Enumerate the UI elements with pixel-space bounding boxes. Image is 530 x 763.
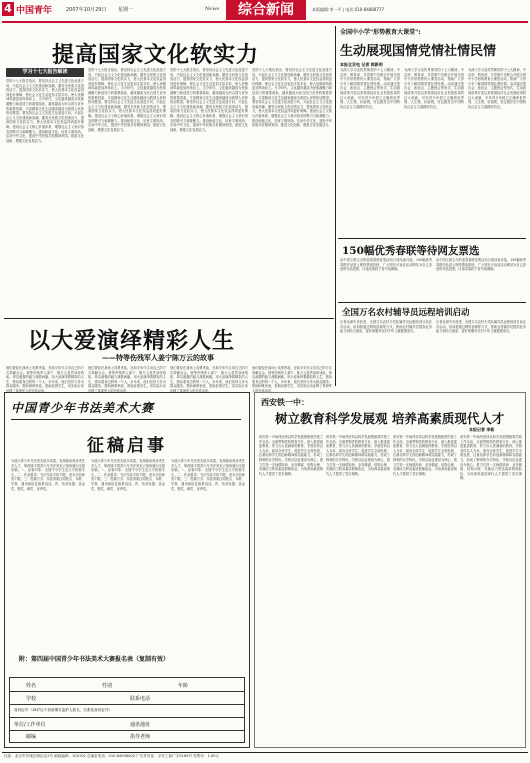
story2-col-4: 他们曾经在战场上英勇杀敌，在和平年代又用自己的方式奉献社会。特等伤残军人姜宁、陈万云虽然身体残疾，却以顽强的毅力战胜病痛，用大爱演绎着精彩的人生，感动着身边的每一个人。多年来，他们坚持义务为群众服务，帮助困难家庭，资助贫困学生，用实际行动诠释了革命军人的崇高品质。	[252, 366, 332, 393]
side-top-title: 生动展现国情党情社情民情	[340, 44, 497, 59]
short1-top-rule	[338, 238, 526, 239]
lead-title: 提高国家文化软实力	[52, 42, 260, 68]
ad-frame	[4, 392, 250, 748]
story2-col-2: 他们曾经在战场上英勇杀敌，在和平年代又用自己的方式奉献社会。特等伤残军人姜宁、陈万云虽然身体残疾，却以顽强的毅力战胜病痛，用大爱演绎着精彩的人生，感动着身边的每一个人。多年来，他们坚持义务为群众服务，帮助困难家庭，资助贫困学生，用实际行动诠释了革命军人的崇高品质。	[88, 366, 166, 393]
story2-col-3: 他们曾经在战场上英勇杀敌，在和平年代又用自己的方式奉献社会。特等伤残军人姜宁、陈万云虽然身体残疾，却以顽强的毅力战胜病痛，用大爱演绎着精彩的人生，感动着身边的每一个人。多年来，他们坚持义务为群众服务，帮助困难家庭，资助贫困学生，用实际行动诠释了革命军人的崇高品质。	[170, 366, 248, 393]
vertical-divider	[335, 26, 336, 386]
ad-col-1: 为展示青少年书法美术创作成果，发现和培养优秀艺术人才，第四届中国青少年书法美术大赛现面向全国征稿。一、参赛对象：全国中小学生及大专院校学生。二、作品要求：书法作品字体不限，美术作品种类不限。三、投稿方式：作品背面注明姓名、年龄、学校、通讯地址及联系电话。四、奖项设置：设金奖、银奖、铜奖、优秀奖。	[11, 459, 85, 491]
page-number: 4	[2, 2, 14, 16]
side-top-col-1: 为深入学习宣传贯彻党的十七大精神，中宣部、教育部、共青团中央联合开展全国中小学形势教育大课堂活动，帮助广大青少年了解国情党情社情民情。活动通过报告会、座谈会、主题班会等形式，生动展现改革开放以来我国经济社会发展取得的巨大成就，引导青少年树立正确的世界观、人生观、价值观，坚定跟党走中国特色社会主义道路的信念。	[340, 68, 400, 109]
masthead-rule	[2, 21, 528, 23]
short2-col-2: 记者从团中央获悉，全国万名农村少先队辅导员远程培训日前正式启动，培训将通过网络视频等方式，帮助农村辅导员提高业务能力和综合素质，更好地服务农村少年儿童健康成长。	[436, 320, 526, 334]
section-title: 综合新闻	[226, 0, 306, 20]
paper-name: 中国青年	[16, 6, 53, 16]
story3-title: 树立教育科学发展观 培养高素质现代人才	[275, 411, 505, 426]
form-label-address: 通讯地址	[130, 722, 151, 728]
ad-form-title: 附：第四届中国青少年书法美术大赛报名表（复制有效）	[19, 656, 170, 663]
story3-col-1: 西安铁一中始终坚持以科学发展观统领学校工作全局，全面贯彻党的教育方针，深入推进素质教育，努力办人民满意的教育。学校坚持以人为本，面向全体学生，促进学生全面发展，注重培养学生的创新精神和实践能力，形成了鲜明的办学特色。学校以队伍建设为核心，着力打造一支师德高尚、业务精湛、结构合理、充满活力的高素质教师队伍，为培养高素质现代人才提供了坚实保障。	[259, 435, 323, 476]
form-row-4	[10, 717, 244, 731]
form-label-gender: 性别	[102, 683, 113, 689]
registration-form	[9, 677, 245, 743]
form-label-school: 学校	[26, 696, 37, 702]
story2-subtitle: ——特等伤残军人姜宁陈万云的故事	[102, 353, 214, 362]
story3-frame	[254, 392, 526, 748]
short1-col-2: 由中国文联主办的迎春春联征集活动日前结束评选，150幅优秀春联作品进入网络票选阶段，广大网友可登录活动网站为自己喜爱的作品投票，评选结果将于春节前揭晓。	[436, 258, 526, 272]
lead-kicker: 学习十七大报告解读	[6, 68, 84, 77]
editor-line: 本版编辑:李一平 | 电话:010-84888777	[312, 7, 385, 12]
story3-kicker: 西安铁一中：	[261, 398, 309, 407]
short2-col-1: 记者从团中央获悉，全国万名农村少先队辅导员远程培训日前正式启动，培训将通过网络视频等方式，帮助农村辅导员提高业务能力和综合素质，更好地服务农村少年儿童健康成长。	[340, 320, 432, 334]
form-row-2	[10, 691, 244, 705]
story3-byline: 本报记者 李新	[469, 427, 495, 432]
side-top-col-3: 为深入学习宣传贯彻党的十七大精神，中宣部、教育部、共青团中央联合开展全国中小学形势教育大课堂活动，帮助广大青少年了解国情党情社情民情。活动通过报告会、座谈会、主题班会等形式，生动展现改革开放以来我国经济社会发展取得的巨大成就，引导青少年树立正确的世界观、人生观、价值观，坚定跟党走中国特色社会主义道路的信念。	[468, 68, 526, 109]
story2-top-rule	[4, 318, 334, 319]
lead-body-col-3: 党的十七大报告指出，要坚持社会主义先进文化前进方向，兴起社会主义文化建设新高潮，激发全民族文化创造活力，提高国家文化软实力，使人民基本文化权益得到更好保障，使社会文化生活更加丰富多彩，使人民精神风貌更加昂扬向上。当今时代，文化越来越成为民族凝聚力和创造力的重要源泉，越来越成为综合国力竞争的重要因素，丰富精神文化生活越来越成为我国人民的热切愿望。要坚持社会主义先进文化前进方向，兴起社会主义文化建设新高潮，激发全民族文化创造活力，提高国家文化软实力，使人民基本文化权益得到更好保障。建设社会主义核心价值体系，增强社会主义意识形态的吸引力和凝聚力。建设和谐文化，培育文明风尚。弘扬中华文化，建设中华民族共有精神家园。推进文化创新，增强文化发展活力。	[170, 68, 248, 132]
short1-title: 150幅优秀春联等待网友票选	[342, 245, 480, 257]
form-label-teacher: 指导老师	[130, 734, 151, 740]
story2-title: 以大爱演绎精彩人生	[28, 328, 236, 354]
side-top-kicker: 全国中小学"形势教育大课堂":	[340, 29, 421, 36]
ad-logo: 中国青少年书法美术大赛	[11, 401, 155, 415]
form-label-name: 姓名	[26, 683, 37, 689]
lead-body-col-2: 党的十七大报告指出，要坚持社会主义先进文化前进方向，兴起社会主义文化建设新高潮，激发全民族文化创造活力，提高国家文化软实力，使人民基本文化权益得到更好保障，使社会文化生活更加丰富多彩，使人民精神风貌更加昂扬向上。当今时代，文化越来越成为民族凝聚力和创造力的重要源泉，越来越成为综合国力竞争的重要因素，丰富精神文化生活越来越成为我国人民的热切愿望。要坚持社会主义先进文化前进方向，兴起社会主义文化建设新高潮，激发全民族文化创造活力，提高国家文化软实力，使人民基本文化权益得到更好保障。建设社会主义核心价值体系，增强社会主义意识形态的吸引力和凝聚力。建设和谐文化，培育文明风尚。弘扬中华文化，建设中华民族共有精神家园。推进文化创新，增强文化发展活力。	[88, 68, 166, 132]
ad-col-2: 为展示青少年书法美术创作成果，发现和培养优秀艺术人才，第四届中国青少年书法美术大赛现面向全国征稿。一、参赛对象：全国中小学生及大专院校学生。二、作品要求：书法作品字体不限，美术作品种类不限。三、投稿方式：作品背面注明姓名、年龄、学校、通讯地址及联系电话。四、奖项设置：设金奖、银奖、铜奖、优秀奖。	[91, 459, 165, 491]
form-label-postcode: 邮编	[26, 734, 37, 740]
form-label-phone: 联系电话	[130, 696, 151, 702]
ad-col-3: 为展示青少年书法美术创作成果，发现和培养优秀艺术人才，第四届中国青少年书法美术大赛现面向全国征稿。一、参赛对象：全国中小学生及大专院校学生。二、作品要求：书法作品字体不限，美术作品种类不限。三、投稿方式：作品背面注明姓名、年龄、学校、通讯地址及联系电话。四、奖项设置：设金奖、银奖、铜奖、优秀奖。	[171, 459, 245, 491]
lead-body-col-4: 党的十七大报告指出，要坚持社会主义先进文化前进方向，兴起社会主义文化建设新高潮，激发全民族文化创造活力，提高国家文化软实力，使人民基本文化权益得到更好保障，使社会文化生活更加丰富多彩，使人民精神风貌更加昂扬向上。当今时代，文化越来越成为民族凝聚力和创造力的重要源泉，越来越成为综合国力竞争的重要因素，丰富精神文化生活越来越成为我国人民的热切愿望。要坚持社会主义先进文化前进方向，兴起社会主义文化建设新高潮，激发全民族文化创造活力，提高国家文化软实力，使人民基本文化权益得到更好保障。建设社会主义核心价值体系，增强社会主义意识形态的吸引力和凝聚力。建设和谐文化，培育文明风尚。弘扬中华文化，建设中华民族共有精神家园。推进文化创新，增强文化发展活力。	[252, 68, 332, 128]
footer-info: 社址：北京市东城区海运仓2号 邮政编码：100702 总编室电话：010-64098000 广告许可证：京东工商广字0169号 零售价：1.00元	[4, 754, 220, 758]
section-en: News	[205, 6, 220, 12]
lead-body-col-1: 党的十七大报告指出，要坚持社会主义先进文化前进方向，兴起社会主义文化建设新高潮，激发全民族文化创造活力，提高国家文化软实力，使人民基本文化权益得到更好保障，使社会文化生活更加丰富多彩，使人民精神风貌更加昂扬向上。当今时代，文化越来越成为民族凝聚力和创造力的重要源泉，越来越成为综合国力竞争的重要因素，丰富精神文化生活越来越成为我国人民的热切愿望。要坚持社会主义先进文化前进方向，兴起社会主义文化建设新高潮，激发全民族文化创造活力，提高国家文化软实力，使人民基本文化权益得到更好保障。建设社会主义核心价值体系，增强社会主义意识形态的吸引力和凝聚力。建设和谐文化，培育文明风尚。弘扬中华文化，建设中华民族共有精神家园。推进文化创新，增强文化发展活力。	[6, 79, 84, 143]
issue-date: 2007年10月29日	[66, 7, 107, 13]
footer-rule	[2, 752, 528, 753]
form-label-id: 身份证号（18岁以下者请填写监护人姓名、关系及身份证号）	[14, 708, 113, 712]
masthead	[0, 0, 530, 24]
form-row-3	[10, 704, 244, 718]
story2-col-1: 他们曾经在战场上英勇杀敌，在和平年代又用自己的方式奉献社会。特等伤残军人姜宁、陈万云虽然身体残疾，却以顽强的毅力战胜病痛，用大爱演绎着精彩的人生，感动着身边的每一个人。多年来，他们坚持义务为群众服务，帮助困难家庭，资助贫困学生，用实际行动诠释了革命军人的崇高品质。	[6, 366, 84, 393]
side-top-col-2: 为深入学习宣传贯彻党的十七大精神，中宣部、教育部、共青团中央联合开展全国中小学形势教育大课堂活动，帮助广大青少年了解国情党情社情民情。活动通过报告会、座谈会、主题班会等形式，生动展现改革开放以来我国经济社会发展取得的巨大成就，引导青少年树立正确的世界观、人生观、价值观，坚定跟党走中国特色社会主义道路的信念。	[404, 68, 464, 109]
form-label-employer: 单位/工作单位	[14, 722, 46, 728]
form-row-5	[10, 730, 244, 742]
side-top-byline: 本报北京电 记者 郭新明	[340, 62, 383, 67]
ad-logo-underline	[11, 419, 241, 420]
weekday: 星期一	[118, 7, 134, 13]
short1-col-1: 由中国文联主办的迎春春联征集活动日前结束评选，150幅优秀春联作品进入网络票选阶段，广大网友可登录活动网站为自己喜爱的作品投票，评选结果将于春节前揭晓。	[340, 258, 432, 272]
form-label-age: 年龄	[178, 683, 189, 689]
ad-title: 征稿启事	[87, 436, 167, 456]
form-row-1	[10, 678, 244, 692]
story3-col-2: 西安铁一中始终坚持以科学发展观统领学校工作全局，全面贯彻党的教育方针，深入推进素质教育，努力办人民满意的教育。学校坚持以人为本，面向全体学生，促进学生全面发展，注重培养学生的创新精神和实践能力，形成了鲜明的办学特色。学校以队伍建设为核心，着力打造一支师德高尚、业务精湛、结构合理、充满活力的高素质教师队伍，为培养高素质现代人才提供了坚实保障。	[326, 435, 390, 476]
story3-col-3: 西安铁一中始终坚持以科学发展观统领学校工作全局，全面贯彻党的教育方针，深入推进素质教育，努力办人民满意的教育。学校坚持以人为本，面向全体学生，促进学生全面发展，注重培养学生的创新精神和实践能力，形成了鲜明的办学特色。学校以队伍建设为核心，着力打造一支师德高尚、业务精湛、结构合理、充满活力的高素质教师队伍，为培养高素质现代人才提供了坚实保障。	[393, 435, 457, 476]
short2-top-rule	[338, 302, 526, 303]
short2-title: 全国万名农村辅导员远程培训启动	[342, 308, 470, 318]
story3-col-4: 西安铁一中始终坚持以科学发展观统领学校工作全局，全面贯彻党的教育方针，深入推进素质教育，努力办人民满意的教育。学校坚持以人为本，面向全体学生，促进学生全面发展，注重培养学生的创新精神和实践能力，形成了鲜明的办学特色。学校以队伍建设为核心，着力打造一支师德高尚、业务精湛、结构合理、充满活力的高素质教师队伍，为培养高素质现代人才提供了坚实保障。	[460, 435, 522, 481]
